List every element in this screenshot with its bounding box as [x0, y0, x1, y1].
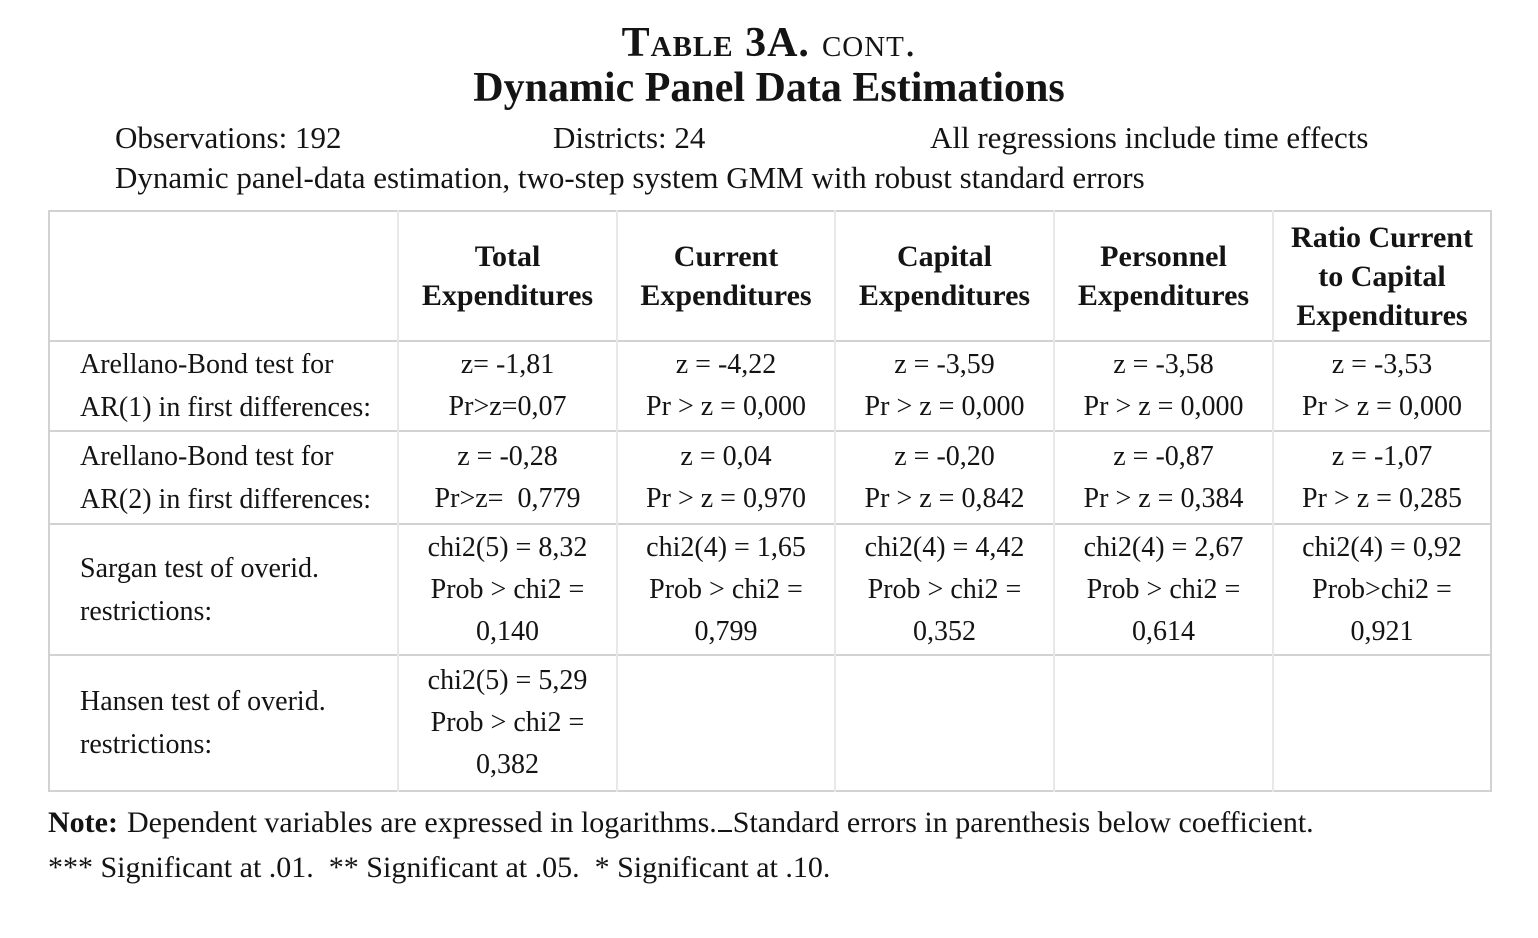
cell-hansen-ratio	[1273, 655, 1491, 791]
cell-ar1-personnel	[1054, 341, 1273, 431]
cell-line: z = -3,58	[1113, 349, 1214, 380]
header-line: Current	[673, 240, 779, 273]
cell-line: Prob > chi2 =	[649, 573, 803, 605]
cell-line: z= -1,81	[460, 349, 555, 380]
cell-line: chi2(5) = 5,29	[427, 665, 588, 696]
table-caption	[0, 20, 1538, 66]
header-line: Expenditures	[421, 279, 594, 312]
cell-sargan-ratio	[1273, 524, 1491, 655]
cell-line: z = -4,22	[675, 349, 777, 380]
cell-sargan-total	[398, 524, 617, 655]
cell-line: z = -3,53	[1331, 349, 1433, 380]
label-line: AR(2) in first differences:	[80, 483, 372, 515]
cell-line: Prob > chi2 =	[1086, 573, 1241, 605]
cell-sargan-capital	[835, 524, 1054, 655]
col-header-total	[398, 211, 617, 341]
cell-line: z = -0,28	[457, 440, 558, 472]
cell-ar2-capital	[835, 431, 1054, 524]
cell-line: 0,921	[1350, 615, 1414, 647]
header-line: to Capital	[1318, 259, 1446, 293]
cell-line: z = -0,20	[894, 440, 995, 472]
time-effects-text: All regressions include time effects	[930, 120, 1369, 155]
row-ar2	[49, 431, 1491, 524]
note-text-1: Dependent variables are expressed in logarithms.	[126, 806, 717, 839]
cell-line: chi2(4) = 2,67	[1083, 531, 1244, 563]
header-line: Personnel	[1100, 240, 1227, 273]
note-label: Note:	[48, 806, 118, 839]
cell-hansen-capital	[835, 655, 1054, 791]
cell-hansen-current	[617, 655, 835, 791]
header-line: Expenditures	[858, 279, 1031, 312]
header-line: Capital	[896, 240, 992, 273]
cell-line: 0,352	[913, 615, 976, 647]
label-line: Arellano-Bond test for	[80, 440, 334, 472]
cell-line: Pr > z = 0,285	[1302, 482, 1462, 514]
row-ar1	[49, 341, 1491, 431]
header-line: Total	[474, 240, 541, 273]
col-header-current	[617, 211, 835, 341]
observations-text: Observations: 192	[115, 120, 342, 155]
cell-line: chi2(4) = 4,42	[864, 531, 1025, 563]
label-line: Sargan test of overid.	[80, 552, 319, 584]
cell-line: Prob>chi2 =	[1312, 573, 1452, 605]
cell-line: 0,614	[1132, 615, 1195, 647]
cell-hansen-total	[398, 655, 617, 791]
label-line: restrictions:	[80, 729, 213, 760]
cell-line: chi2(4) = 0,92	[1302, 531, 1462, 563]
cell-ar1-current	[617, 341, 835, 431]
col-header-ratio	[1273, 211, 1491, 341]
cell-line: Pr > z = 0,384	[1083, 482, 1244, 514]
significance-line: *** Significant at .01. ** Significant at .05. * Significant at .10.	[48, 851, 831, 884]
cell-line: z = 0,04	[680, 440, 772, 472]
row-label-sargan	[49, 524, 398, 655]
label-line: AR(1) in first differences:	[80, 392, 372, 423]
districts-text: Districts: 24	[553, 120, 706, 155]
cell-ar2-personnel	[1054, 431, 1273, 524]
cell-ar2-ratio	[1273, 431, 1491, 524]
cell-ar2-current	[617, 431, 835, 524]
row-sargan	[49, 524, 1491, 655]
note-text-2: Standard errors in parenthesis below coefficient.	[732, 806, 1314, 839]
header-empty-cell	[49, 211, 398, 341]
label-line: restrictions:	[80, 595, 213, 627]
cell-line: Pr > z = 0,000	[646, 391, 806, 422]
row-label-ar1	[49, 341, 398, 431]
cell-hansen-personnel	[1054, 655, 1273, 791]
table-title: Dynamic Panel Data Estimations	[473, 65, 1065, 111]
cell-line: z = -3,59	[894, 349, 995, 380]
col-header-personnel	[1054, 211, 1273, 341]
cell-line: 0,799	[694, 615, 758, 647]
col-header-capital	[835, 211, 1054, 341]
cell-line: 0,382	[476, 749, 539, 780]
cell-line: Pr > z = 0,842	[864, 482, 1025, 514]
cell-line: Prob > chi2 =	[430, 573, 585, 605]
cell-ar2-total	[398, 431, 617, 524]
cell-line: Pr > z = 0,970	[646, 482, 806, 514]
method-text: Dynamic panel-data estimation, two-step system GMM with robust standard errors	[115, 160, 1145, 195]
header-row	[49, 211, 1491, 341]
row-label-hansen	[49, 655, 398, 791]
cell-line: 0,140	[476, 615, 539, 647]
results-table	[48, 210, 1492, 792]
label-line: Arellano-Bond test for	[80, 349, 334, 380]
cell-ar1-ratio	[1273, 341, 1491, 431]
row-label-ar2	[49, 431, 398, 524]
cell-line: Pr>z=0,07	[448, 391, 567, 422]
cell-line: z = -1,07	[1331, 440, 1433, 472]
cell-line: z = -0,87	[1113, 440, 1214, 472]
label-line: Hansen test of overid.	[80, 686, 326, 717]
header-line: Expenditures	[1077, 279, 1250, 312]
note-line	[48, 800, 1314, 843]
underlined-space	[718, 800, 732, 832]
cell-sargan-personnel	[1054, 524, 1273, 655]
row-hansen	[49, 655, 1491, 791]
table-caption-cont: cont.	[821, 20, 917, 66]
header-line: Ratio Current	[1291, 220, 1473, 254]
cell-ar1-total	[398, 341, 617, 431]
header-line: Expenditures	[1296, 298, 1468, 332]
cell-line: chi2(5) = 8,32	[427, 531, 588, 563]
cell-sargan-current	[617, 524, 835, 655]
table-caption-number: Table 3A.	[621, 20, 810, 66]
cell-line: Pr > z = 0,000	[1302, 391, 1462, 422]
cell-ar1-capital	[835, 341, 1054, 431]
cell-line: Prob > chi2 =	[430, 707, 585, 738]
header-line: Expenditures	[640, 279, 812, 312]
cell-line: Pr>z= 0,779	[434, 482, 581, 514]
cell-line: chi2(4) = 1,65	[646, 531, 806, 563]
cell-line: Pr > z = 0,000	[1083, 391, 1244, 422]
cell-line: Pr > z = 0,000	[864, 391, 1025, 422]
cell-line: Prob > chi2 =	[867, 573, 1022, 605]
meta-row	[0, 120, 1538, 160]
